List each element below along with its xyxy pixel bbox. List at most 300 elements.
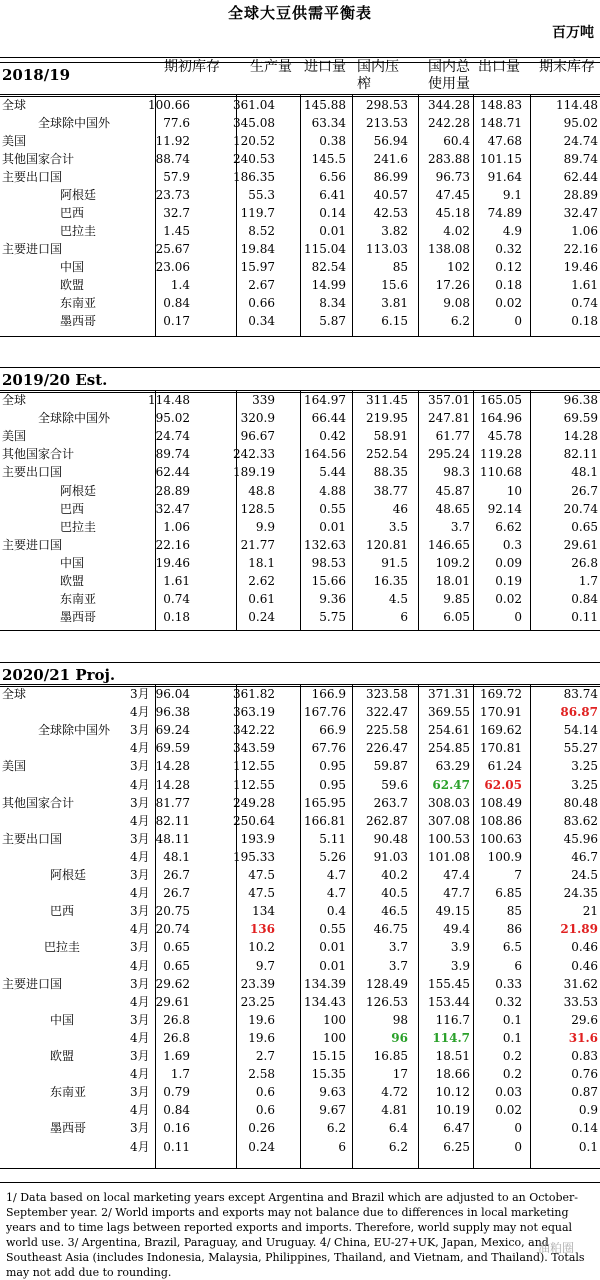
- cell-value: 55.3: [248, 188, 275, 202]
- cell-value: 3.25: [571, 777, 598, 792]
- cell-value: 1.61: [163, 574, 190, 588]
- cell-value: 164.97: [304, 393, 346, 407]
- cell-value: 110.68: [480, 465, 522, 480]
- table-row: [0, 132, 600, 150]
- cell-value: 169.72: [480, 687, 522, 701]
- table-row: [0, 1119, 600, 1137]
- month-label: 3月: [130, 904, 150, 919]
- month-label: 4月: [130, 994, 150, 1009]
- cell-value: 47.4: [443, 868, 470, 882]
- cell-value: 113.03: [366, 242, 408, 256]
- cell-value: 2.67: [248, 278, 275, 292]
- cell-value: 40.57: [373, 188, 408, 202]
- cell-value: 6: [514, 958, 522, 973]
- cell-value: 15.35: [311, 1067, 346, 1082]
- cell-value: 98: [392, 1012, 408, 1027]
- cell-value: 47.5: [248, 886, 275, 901]
- cell-value: 0.55: [319, 501, 346, 516]
- cell-value: 4.7: [326, 868, 346, 882]
- cell-value: 320.9: [240, 411, 275, 426]
- cell-value: 18.51: [435, 1049, 470, 1063]
- month-label: 4月: [130, 1067, 150, 1082]
- section-label: 2020/21 Proj.: [2, 666, 116, 684]
- cell-value: 0.55: [319, 922, 346, 937]
- table-row: [0, 812, 600, 830]
- cell-value: 101.08: [428, 849, 470, 864]
- month-label: 4月: [130, 922, 150, 937]
- cell-value: 6.2: [326, 1121, 346, 1136]
- cell-value: 29.6: [571, 1012, 598, 1027]
- cell-value: 5.11: [319, 831, 346, 846]
- cell-value: 29.61: [563, 537, 598, 552]
- cell-value: 14.28: [155, 777, 190, 792]
- row-label: 东南亚: [50, 1085, 87, 1100]
- table-title: 全球大豆供需平衡表: [227, 4, 372, 22]
- cell-value: 48.1: [571, 465, 598, 480]
- row-label: 阿根廷: [60, 188, 97, 202]
- cell-value: 1.06: [163, 519, 190, 534]
- cell-value: 45.18: [435, 206, 470, 220]
- cell-value: 345.08: [233, 116, 275, 130]
- cell-value: 21.77: [240, 537, 275, 552]
- cell-value: 82.11: [563, 447, 598, 462]
- section-rule: [0, 662, 600, 663]
- cell-value: 0.26: [248, 1121, 275, 1136]
- table-row: [0, 258, 600, 276]
- cell-value: 0.84: [163, 1103, 190, 1118]
- section-bottom-rule: [0, 336, 600, 337]
- cell-value: 16.85: [373, 1049, 408, 1063]
- cell-value: 61.77: [435, 429, 470, 444]
- cell-value: 16.35: [373, 574, 408, 588]
- cell-value: 24.35: [563, 886, 598, 901]
- cell-value: 62.44: [155, 465, 190, 480]
- cell-value: 307.08: [428, 813, 470, 828]
- cell-value: 170.81: [480, 741, 522, 756]
- cell-value: 6: [338, 1139, 346, 1154]
- cell-value: 100.66: [148, 98, 190, 112]
- table-row: [0, 1047, 600, 1065]
- cell-value: 240.53: [233, 152, 275, 166]
- row-label: 东南亚: [60, 592, 97, 607]
- cell-value: 308.03: [428, 795, 470, 810]
- cell-value: 19.6: [248, 1030, 275, 1045]
- month-label: 4月: [130, 886, 150, 901]
- row-label: 巴拉圭: [44, 940, 81, 955]
- cell-value: 55.27: [563, 741, 598, 756]
- cell-value: 48.8: [248, 483, 275, 498]
- cell-value: 74.89: [487, 206, 522, 220]
- cell-value: 0.84: [163, 296, 190, 310]
- cell-value: 3.82: [381, 224, 408, 238]
- cell-value: 67.76: [311, 741, 346, 756]
- row-label: 欧盟: [60, 278, 85, 292]
- cell-value: 108.86: [480, 813, 522, 828]
- cell-value: 6.41: [319, 188, 346, 202]
- month-label: 3月: [130, 1121, 150, 1136]
- table-row: [0, 721, 600, 739]
- section-label: 2019/20 Est.: [2, 371, 108, 389]
- table-row: [0, 703, 600, 721]
- section-bottom-rule: [0, 1168, 600, 1169]
- cell-value: 0.32: [495, 994, 522, 1009]
- table-row: [0, 776, 600, 794]
- row-label: 主要进口国: [2, 976, 63, 991]
- cell-value: 26.8: [163, 1030, 190, 1045]
- cell-value: 20.74: [563, 501, 598, 516]
- table-row: [0, 1138, 600, 1156]
- cell-value: 89.74: [155, 447, 190, 462]
- table-row: [0, 312, 600, 330]
- table-row: [0, 536, 600, 554]
- col-header-opening-stock: 期初库存: [164, 59, 220, 75]
- cell-value: 0.14: [319, 206, 346, 220]
- cell-value: 58.91: [373, 429, 408, 444]
- table-row: [0, 1065, 600, 1083]
- cell-value: 26.7: [163, 868, 190, 882]
- row-label: 阿根廷: [50, 868, 87, 882]
- cell-value: 166.81: [304, 813, 346, 828]
- cell-value: 2.7: [255, 1049, 275, 1063]
- cell-value: 23.73: [155, 188, 190, 202]
- cell-value: 115.04: [304, 242, 346, 256]
- cell-value: 5.26: [319, 849, 346, 864]
- cell-value: 95.02: [155, 411, 190, 426]
- cell-value: 9.67: [319, 1103, 346, 1118]
- cell-value: 49.4: [443, 922, 470, 937]
- table-row: [0, 739, 600, 757]
- cell-value: 18.1: [248, 555, 275, 570]
- table-row: [0, 463, 600, 481]
- cell-value: 0.4: [326, 904, 346, 919]
- cell-value: 15.15: [311, 1049, 346, 1063]
- cell-value: 344.28: [428, 98, 470, 112]
- month-label: 3月: [130, 795, 150, 810]
- row-label: 主要出口国: [2, 465, 63, 480]
- cell-value: 165.05: [480, 393, 522, 407]
- cell-value: 7: [514, 868, 522, 882]
- cell-value: 59.87: [373, 759, 408, 774]
- month-label: 4月: [130, 849, 150, 864]
- cell-value: 0.01: [319, 519, 346, 534]
- cell-value: 132.63: [304, 537, 346, 552]
- table-row: [0, 590, 600, 608]
- cell-value: 101.15: [480, 152, 522, 166]
- table-bottom-rule: [0, 1182, 600, 1183]
- row-label: 欧盟: [50, 1049, 75, 1063]
- cell-value: 88.74: [155, 152, 190, 166]
- cell-value: 119.7: [240, 206, 275, 220]
- cell-value: 46.75: [373, 922, 408, 937]
- cell-value: 0.11: [571, 610, 598, 625]
- cell-value: 112.55: [233, 777, 275, 792]
- cell-value: 165.95: [304, 795, 346, 810]
- cell-value: 195.33: [233, 849, 275, 864]
- cell-value: 0.65: [163, 958, 190, 973]
- cell-value: 146.65: [428, 537, 470, 552]
- cell-value: 14.28: [563, 429, 598, 444]
- cell-value: 311.45: [366, 393, 408, 407]
- cell-value: 22.16: [563, 242, 598, 256]
- cell-value: 0.2: [502, 1049, 522, 1063]
- cell-value: 63.34: [311, 116, 346, 130]
- col-header-production: 生产量: [250, 59, 292, 75]
- cell-value: 24.5: [571, 868, 598, 882]
- cell-value: 213.53: [366, 116, 408, 130]
- cell-value: 1.45: [163, 224, 190, 238]
- cell-value: 19.46: [563, 260, 598, 274]
- cell-value: 322.47: [366, 705, 408, 720]
- table-row: [0, 957, 600, 975]
- row-label: 巴西: [60, 206, 85, 220]
- month-label: 4月: [130, 1030, 150, 1045]
- cell-value: 14.99: [311, 278, 346, 292]
- row-label: 美国: [2, 429, 27, 444]
- table-row: [0, 1101, 600, 1119]
- row-label: 全球: [2, 687, 27, 701]
- cell-value: 48.11: [155, 831, 190, 846]
- cell-value: 0.65: [571, 519, 598, 534]
- cell-value: 1.7: [578, 574, 598, 588]
- cell-value: 63.29: [435, 759, 470, 774]
- month-label: 3月: [130, 940, 150, 955]
- cell-value: 0.9: [578, 1103, 598, 1118]
- cell-value: 134.43: [304, 994, 346, 1009]
- cell-value: 19.46: [155, 555, 190, 570]
- table-row: [0, 794, 600, 812]
- cell-value: 0.42: [319, 429, 346, 444]
- table-row: [0, 204, 600, 222]
- cell-value: 9.7: [255, 958, 275, 973]
- cell-value: 0.19: [495, 574, 522, 588]
- cell-value: 77.6: [163, 116, 190, 130]
- cell-value: 226.47: [366, 741, 408, 756]
- cell-value: 134: [252, 904, 275, 919]
- row-label: 主要进口国: [2, 242, 63, 256]
- cell-value: 4.7: [326, 886, 346, 901]
- month-label: 4月: [130, 958, 150, 973]
- cell-value: 100.53: [428, 831, 470, 846]
- cell-value: 298.53: [366, 98, 408, 112]
- cell-value: 91.5: [381, 555, 408, 570]
- cell-value: 5.87: [319, 314, 346, 328]
- cell-value: 189.19: [233, 465, 275, 480]
- cell-value: 242.28: [428, 116, 470, 130]
- cell-value: 95.02: [563, 116, 598, 130]
- cell-value: 145.5: [311, 152, 346, 166]
- cell-value: 0.38: [319, 134, 346, 148]
- cell-value: 31.6: [568, 1030, 598, 1045]
- cell-value: 10.12: [435, 1085, 470, 1100]
- cell-value: 0.3: [502, 537, 522, 552]
- cell-value: 0.01: [319, 958, 346, 973]
- cell-value: 3.5: [388, 519, 408, 534]
- cell-value: 6.62: [495, 519, 522, 534]
- month-label: 3月: [130, 1012, 150, 1027]
- cell-value: 3.9: [450, 940, 470, 955]
- cell-value: 40.2: [381, 868, 408, 882]
- cell-value: 128.49: [366, 976, 408, 991]
- cell-value: 15.66: [311, 574, 346, 588]
- cell-value: 28.89: [155, 483, 190, 498]
- cell-value: 3.7: [450, 519, 470, 534]
- cell-value: 81.77: [155, 795, 190, 810]
- cell-value: 24.74: [563, 134, 598, 148]
- cell-value: 283.88: [428, 152, 470, 166]
- cell-value: 45.87: [435, 483, 470, 498]
- cell-value: 0.84: [571, 592, 598, 607]
- table-row: [0, 391, 600, 409]
- cell-value: 0.95: [319, 759, 346, 774]
- month-label: 3月: [130, 687, 150, 701]
- cell-value: 0.74: [163, 592, 190, 607]
- cell-value: 83.74: [563, 687, 598, 701]
- cell-value: 0: [514, 1121, 522, 1136]
- cell-value: 342.22: [233, 723, 275, 738]
- cell-value: 69.59: [563, 411, 598, 426]
- cell-value: 148.71: [480, 116, 522, 130]
- cell-value: 114.48: [148, 393, 190, 407]
- cell-value: 29.61: [155, 994, 190, 1009]
- cell-value: 167.76: [304, 705, 346, 720]
- month-label: 4月: [130, 813, 150, 828]
- cell-value: 100: [323, 1012, 346, 1027]
- cell-value: 0.03: [495, 1085, 522, 1100]
- row-label: 中国: [60, 260, 85, 274]
- section-rule: [0, 62, 600, 63]
- cell-value: 32.7: [163, 206, 190, 220]
- cell-value: 0.1: [502, 1012, 522, 1027]
- cell-value: 4.72: [381, 1085, 408, 1100]
- row-label: 主要出口国: [2, 831, 63, 846]
- cell-value: 25.67: [155, 242, 190, 256]
- cell-value: 3.81: [381, 296, 408, 310]
- table-row: [0, 445, 600, 463]
- cell-value: 80.48: [563, 795, 598, 810]
- table-row: [0, 685, 600, 703]
- row-label: 巴拉圭: [60, 519, 97, 534]
- cell-value: 102: [447, 260, 470, 274]
- cell-value: 0.76: [571, 1067, 598, 1082]
- cell-value: 92.14: [487, 501, 522, 516]
- cell-value: 6.5: [502, 940, 522, 955]
- cell-value: 249.28: [233, 795, 275, 810]
- cell-value: 11.92: [155, 134, 190, 148]
- cell-value: 252.54: [366, 447, 408, 462]
- month-label: 3月: [130, 831, 150, 846]
- cell-value: 1.61: [571, 278, 598, 292]
- table-row: [0, 975, 600, 993]
- table-row: [0, 1083, 600, 1101]
- row-label: 巴西: [50, 904, 75, 919]
- table-row: [0, 572, 600, 590]
- cell-value: 1.4: [170, 278, 190, 292]
- col-header-imports: 进口量: [304, 59, 346, 75]
- cell-value: 3.7: [388, 958, 408, 973]
- row-label: 其他国家合计: [2, 447, 75, 462]
- cell-value: 371.31: [428, 687, 470, 701]
- cell-value: 23.25: [240, 994, 275, 1009]
- cell-value: 0: [514, 1139, 522, 1154]
- month-label: 4月: [130, 1139, 150, 1154]
- cell-value: 18.01: [435, 574, 470, 588]
- cell-value: 20.75: [155, 904, 190, 919]
- month-label: 3月: [130, 723, 150, 738]
- row-label: 全球除中国外: [38, 116, 111, 130]
- table-row: [0, 150, 600, 168]
- cell-value: 193.9: [240, 831, 275, 846]
- month-label: 3月: [130, 868, 150, 882]
- table-row: [0, 427, 600, 445]
- cell-value: 0.66: [248, 296, 275, 310]
- cell-value: 247.81: [428, 411, 470, 426]
- cell-value: 0.01: [319, 940, 346, 955]
- cell-value: 116.7: [435, 1012, 470, 1027]
- cell-value: 357.01: [428, 393, 470, 407]
- table-row: [0, 518, 600, 536]
- cell-value: 96.38: [155, 705, 190, 720]
- table-row: [0, 276, 600, 294]
- cell-value: 9.85: [443, 592, 470, 607]
- cell-value: 47.45: [435, 188, 470, 202]
- cell-value: 0.24: [248, 1139, 275, 1154]
- cell-value: 46.7: [571, 849, 598, 864]
- cell-value: 21: [582, 904, 598, 919]
- cell-value: 126.53: [366, 994, 408, 1009]
- row-label: 全球: [2, 393, 27, 407]
- cell-value: 31.62: [563, 976, 598, 991]
- table-row: [0, 884, 600, 902]
- cell-value: 1.69: [163, 1049, 190, 1063]
- cell-value: 1.7: [170, 1067, 190, 1082]
- table-row: [0, 757, 600, 775]
- row-label: 其他国家合计: [2, 795, 75, 810]
- cell-value: 96.04: [155, 687, 190, 701]
- table-row: [0, 168, 600, 186]
- cell-value: 96: [391, 1030, 408, 1045]
- cell-value: 47.68: [487, 134, 522, 148]
- cell-value: 3.25: [571, 759, 598, 774]
- cell-value: 0.11: [163, 1139, 190, 1154]
- cell-value: 128.5: [240, 501, 275, 516]
- cell-value: 186.35: [233, 170, 275, 184]
- unit-label: 百万吨: [552, 25, 594, 41]
- cell-value: 96.73: [435, 170, 470, 184]
- cell-value: 361.82: [233, 687, 275, 701]
- cell-value: 241.6: [373, 152, 408, 166]
- cell-value: 49.15: [435, 904, 470, 919]
- cell-value: 8.34: [319, 296, 346, 310]
- cell-value: 23.39: [240, 976, 275, 991]
- cell-value: 98.3: [443, 465, 470, 480]
- cell-value: 15.6: [381, 278, 408, 292]
- cell-value: 38.77: [373, 483, 408, 498]
- row-label: 欧盟: [60, 574, 85, 588]
- cell-value: 66.44: [311, 411, 346, 426]
- cell-value: 225.58: [366, 723, 408, 738]
- table-row: [0, 866, 600, 884]
- table-row: [0, 409, 600, 427]
- cell-value: 108.49: [480, 795, 522, 810]
- cell-value: 10.19: [435, 1103, 470, 1118]
- table-row: [0, 830, 600, 848]
- cell-value: 242.33: [233, 447, 275, 462]
- row-label: 巴西: [60, 501, 85, 516]
- cell-value: 0.46: [571, 940, 598, 955]
- table-row: [0, 114, 600, 132]
- cell-value: 6.15: [381, 314, 408, 328]
- cell-value: 62.05: [484, 777, 522, 792]
